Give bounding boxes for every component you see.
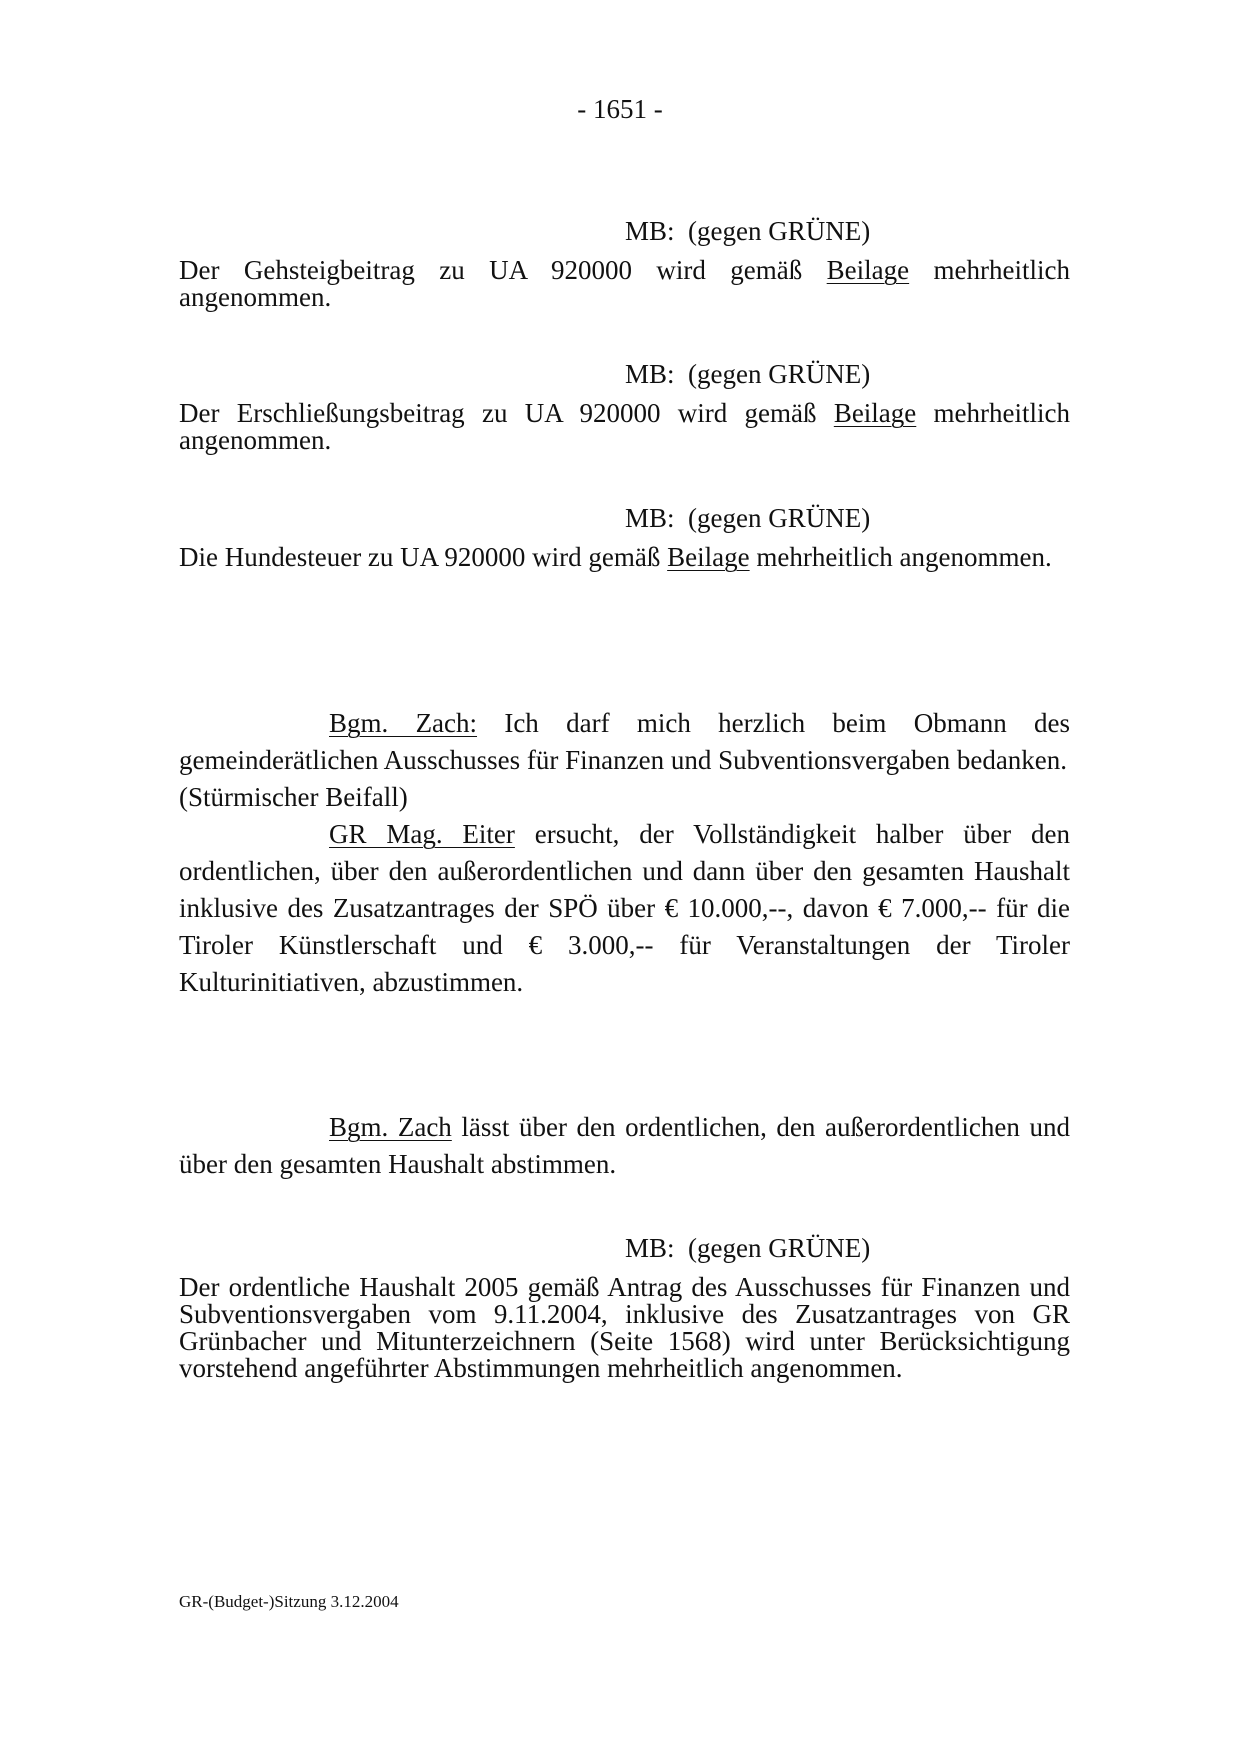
majority-vote-label: MB: (gegen GRÜNE): [625, 1233, 871, 1263]
resolution-text: mehrheitlich angenommen.: [179, 255, 1070, 312]
speech-body: [179, 1109, 1070, 1183]
speech-body: [179, 705, 1070, 779]
majority-vote-label: MB: (gegen GRÜNE): [625, 503, 871, 533]
footer-session-label: GR-(Budget-)Sitzung 3.12.2004: [179, 1592, 399, 1611]
resolution-paragraph: [179, 544, 1070, 571]
resolution-text: mehrheitlich angenommen.: [749, 542, 1052, 572]
speech-text: Ich darf mich herzlich beim Obmann des gemeinderätlichen Ausschusses für Finanzen und Subventionsvergaben bedanken.: [179, 708, 1070, 775]
speech-paragraph: [179, 705, 1070, 816]
beilage-link[interactable]: Beilage: [667, 542, 750, 572]
resolution-text: Der Erschließungsbeitrag zu UA 920000 wird gemäß: [179, 398, 834, 428]
speech-paragraph: [179, 1109, 1070, 1183]
speech-paragraph: [179, 816, 1070, 1001]
majority-vote-label: MB: (gegen GRÜNE): [625, 216, 871, 246]
beilage-link[interactable]: Beilage: [833, 398, 917, 428]
speaker-name: Bgm. Zach: [329, 1112, 452, 1142]
beilage-link[interactable]: Beilage: [826, 255, 910, 285]
final-resolution-paragraph: Der ordentliche Haushalt 2005 gemäß Antrag des Ausschusses für Finanzen und Subventionsvergaben vom 9.11.2004, inklusive des Zusatzantrages von GR Grünbacher und Mitunterzeichnern (Seite 1568) wird unter Berücksichtigung vorstehend angeführter Abstimmungen mehrheitlich angenommen.: [179, 1272, 1070, 1383]
majority-vote-label: MB: (gegen GRÜNE): [625, 359, 871, 389]
resolution-text: Der Gehsteigbeitrag zu UA 920000 wird gemäß: [179, 255, 827, 285]
speaker-name: GR Mag. Eiter: [329, 819, 515, 849]
resolution-text: mehrheitlich angenommen.: [179, 398, 1071, 455]
page-number: - 1651 -: [577, 94, 663, 124]
stage-direction: (Stürmischer Beifall): [179, 782, 408, 812]
speaker-name: Bgm. Zach:: [329, 708, 478, 738]
resolution-text: Die Hundesteuer zu UA 920000 wird gemäß: [179, 542, 668, 572]
speech-body: [179, 816, 1070, 1001]
speech-text: lässt über den ordentlichen, den außerordentlichen und über den gesamten Haushalt abstimmen.: [179, 1112, 1070, 1179]
resolution-paragraph: [179, 400, 1070, 454]
resolution-paragraph: [179, 257, 1070, 311]
speech-text: ersucht, der Vollständigkeit halber über den ordentlichen, über den außerordentlichen und dann über den gesamten Haushalt inklusive des Zusatzantrages der SPÖ über € 10.000,--, davon € 7.000,-- für die Tiroler Künstlerschaft und € 3.000,-- für Veranstaltungen der Tiroler Kulturinitiativen, abzustimmen.: [179, 819, 1070, 997]
